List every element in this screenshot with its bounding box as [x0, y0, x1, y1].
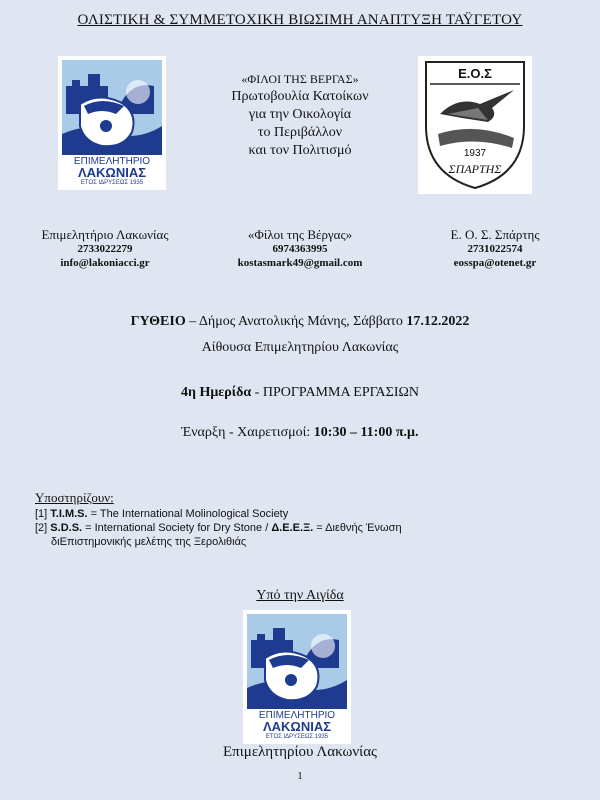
event-place: ΓΥΘΕΙΟ — [130, 314, 186, 329]
eos-logo-top: Ε.Ο.Σ — [458, 66, 492, 81]
patron-logo-line2: ΛΑΚΩΝΙΑΣ — [262, 719, 332, 734]
contact-friends — [200, 228, 400, 270]
contact-chamber — [20, 228, 190, 270]
patron-logo-line1: ΕΠΙΜΕΛΗΤΗΡΙΟ — [258, 710, 336, 721]
chamber-logo-line2: ΛΑΚΩΝΙΑΣ — [77, 165, 147, 180]
supporter-1-acronym: T.I.M.S. — [50, 508, 88, 520]
event-start-time: 10:30 – 11:00 π.μ. — [313, 425, 419, 440]
eos-logo-year: 1937 — [463, 148, 487, 159]
eos-logo — [418, 56, 532, 194]
contact-friends-phone: 6974363995 — [272, 243, 328, 255]
event-start-label: Έναρξη - Χαιρετισμοί: — [181, 425, 314, 440]
supporter-1-name: = The International Molinological Society — [87, 508, 289, 520]
supporter-1 — [35, 507, 555, 521]
supporter-2-acronym-greek: Δ.Ε.Ε.Ξ. — [271, 522, 314, 534]
supporter-2-acronym: S.D.S. — [50, 522, 83, 534]
chamber-logo-line1: ΕΠΙΜΕΛΗΤΗΡΙΟ — [73, 156, 151, 167]
supporter-2-name-greek: = Διεθνής Ένωση — [313, 522, 402, 534]
patron-logo-line3: ΕΤΟΣ ΙΔΡΥΣΕΩΣ 1935 — [265, 734, 329, 740]
patron-chamber-logo — [243, 610, 351, 744]
patronage-title: Υπό την Αιγίδα — [256, 588, 344, 603]
supporters-block — [35, 491, 555, 549]
event-place-rest: – Δήμος Ανατολικής Μάνης, Σάββατο — [185, 314, 407, 329]
chamber-logo-line3: ΕΤΟΣ ΙΔΡΥΣΕΩΣ 1935 — [80, 180, 144, 186]
event-place-line — [0, 314, 600, 330]
contact-friends-email[interactable]: kostasmark49@gmail.com — [237, 257, 363, 269]
eos-logo-bottom: ΣΠΑΡΤΗΣ — [448, 162, 502, 176]
patron-name: Επιμελητηρίου Λακωνίας — [223, 744, 377, 760]
supporter-2-line2: διΕπιστημονικής μελέτης της Ξερολιθιάς — [51, 536, 247, 548]
supporter-2-name: = International Society for Dry Stone / — [82, 522, 272, 534]
contact-eos-name: Ε. Ο. Σ. Σπάρτης — [450, 227, 540, 242]
event-day: 4η Ημερίδα — [181, 385, 252, 400]
supporter-2 — [35, 521, 555, 535]
initiative-line1: «ΦΙΛΟΙ ΤΗΣ ΒΕΡΓΑΣ» — [241, 72, 359, 86]
initiative-line4: το Περιβάλλον — [257, 125, 343, 140]
initiative-line2: Πρωτοβουλία Κατοίκων — [231, 89, 369, 104]
initiative-block — [200, 70, 400, 160]
event-day-rest: - ΠΡΟΓΡΑΜΜΑ ΕΡΓΑΣΙΩΝ — [251, 385, 419, 400]
supporter-2-prefix: [2] — [35, 522, 51, 534]
contact-eos — [410, 228, 580, 270]
contact-friends-name: «Φίλοι της Βέργας» — [247, 227, 353, 242]
contact-chamber-name: Επιμελητήριο Λακωνίας — [41, 227, 169, 242]
contact-eos-phone: 2731022574 — [467, 243, 523, 255]
initiative-line3: για την Οικολογία — [248, 107, 352, 122]
initiative-line5: και τον Πολιτισμό — [248, 143, 352, 158]
contact-chamber-phone: 2733022279 — [77, 243, 133, 255]
document-title: ΟΛΙΣΤΙΚΗ & ΣΥΜΜΕΤΟΧΙΚΗ ΒΙΩΣΙΜΗ ΑΝΑΠΤΥΞΗ ΤΑΫΓΕΤΟΥ — [77, 12, 523, 28]
page-number: 1 — [297, 770, 303, 782]
event-start-line — [0, 425, 600, 441]
chamber-logo — [58, 56, 166, 190]
event-date: 17.12.2022 — [406, 314, 470, 329]
supporter-1-prefix: [1] — [35, 508, 51, 520]
event-day-line — [0, 385, 600, 401]
contact-chamber-email[interactable]: info@lakoniacci.gr — [60, 257, 150, 269]
supporters-header: Υποστηρίζουν: — [35, 490, 114, 505]
event-venue: Αίθουσα Επιμελητηρίου Λακωνίας — [201, 340, 399, 355]
contact-eos-email[interactable]: eosspa@otenet.gr — [453, 257, 537, 269]
